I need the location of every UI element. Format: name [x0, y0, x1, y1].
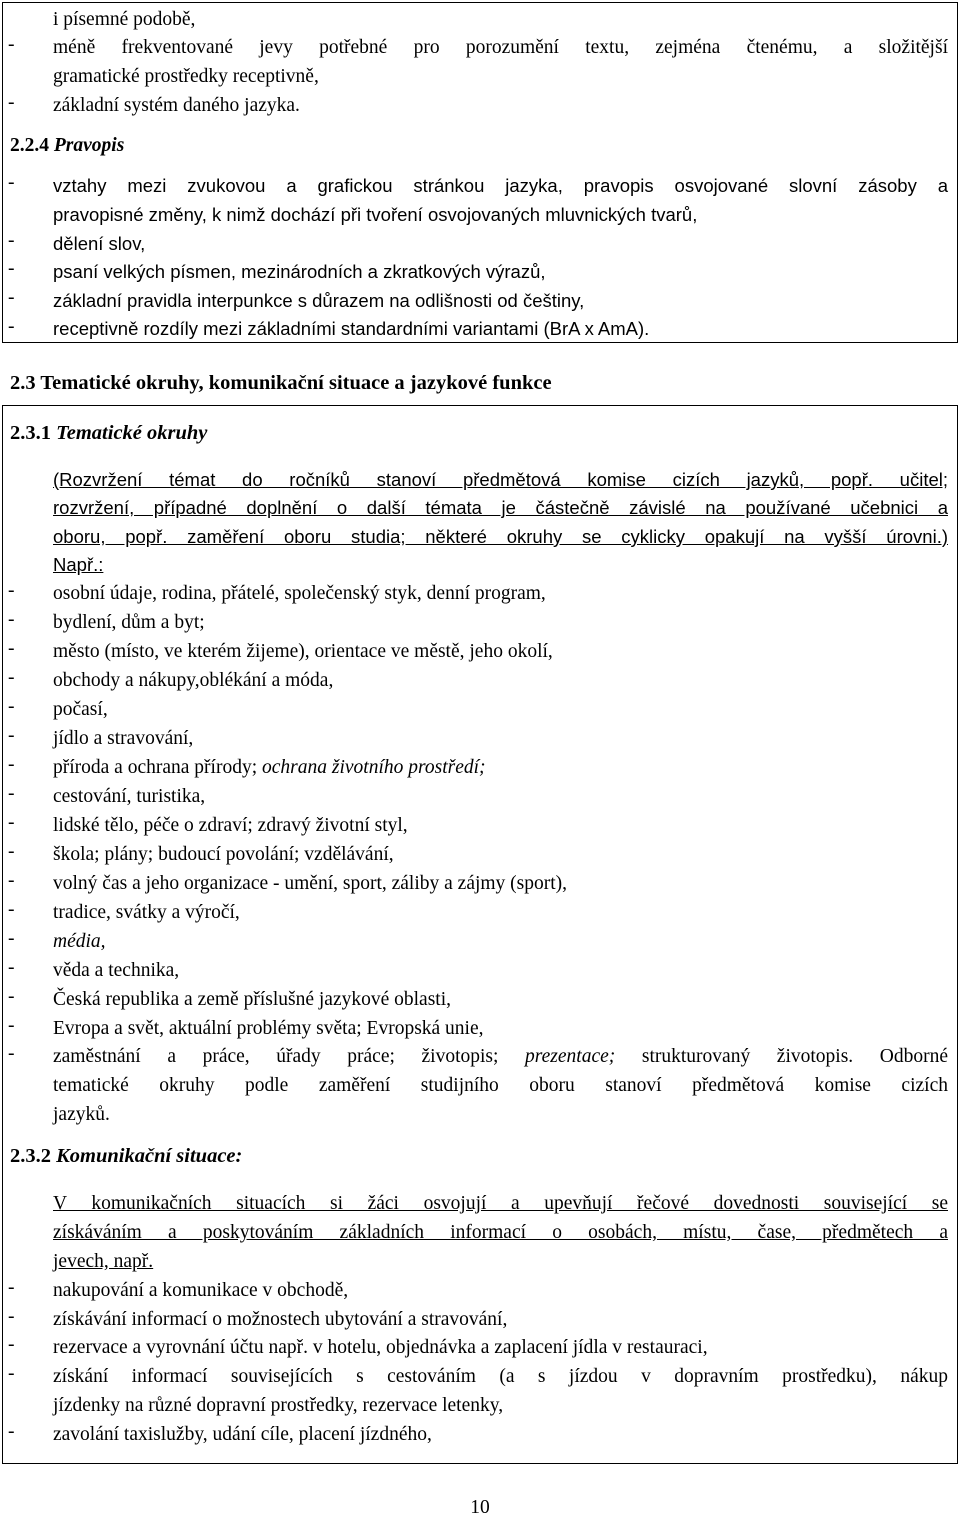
bullet-dash: -: [8, 696, 15, 717]
heading-title: Komunikační situace:: [56, 1145, 243, 1167]
bullet-dash: -: [8, 287, 15, 308]
list-item: lidské tělo, péče o zdraví; zdravý životní styl,: [53, 815, 408, 836]
list-item: tradice, svátky a výročí,: [53, 902, 240, 923]
list-item-emphasis: ochrana životního prostředí;: [262, 757, 486, 778]
bullet-dash: -: [8, 1363, 15, 1384]
page-number: 10: [470, 1497, 490, 1518]
list-item: rezervace a vyrovnání účtu např. v hotelu, objednávka a zaplacení jídla v restauraci,: [53, 1337, 708, 1358]
list-item: vztahy mezi zvukovou a grafickou stránkou jazyka, pravopis osvojované slovní zásoby a: [53, 175, 948, 196]
bullet-dash: -: [8, 1306, 15, 1327]
bullet-dash: -: [8, 899, 15, 920]
list-item: škola; plány; budoucí povolání; vzdělávání,: [53, 844, 394, 865]
bullet-dash: -: [8, 638, 15, 659]
bullet-dash: -: [8, 1015, 15, 1036]
note-line: oboru, popř. zaměření oboru studia; některé okruhy se cyklicky opakují na vyšší úrovni.): [53, 526, 948, 547]
list-item-text: zaměstnání a práce, úřady práce; životopis;: [53, 1046, 499, 1067]
section-heading: 2.3 Tematické okruhy, komunikační situace a jazykové funkce: [10, 372, 552, 394]
list-item: zavolání taxislužby, udání cíle, placení jízdného,: [53, 1424, 432, 1445]
intro-line: jevech, např.: [53, 1251, 154, 1272]
list-item: psaní velkých písmen, mezinárodních a zkratkových výrazů,: [53, 261, 546, 282]
bullet-dash: -: [8, 172, 15, 193]
heading-number: 2.3.2: [10, 1145, 51, 1167]
list-item-continuation: tematické okruhy podle zaměření studijního oboru stanoví předmětová komise cizích: [53, 1075, 948, 1096]
list-item: nakupování a komunikace v obchodě,: [53, 1280, 349, 1301]
list-item: počasí,: [53, 699, 108, 720]
text-line: základní systém daného jazyka.: [53, 95, 300, 116]
intro-line: získáváním a poskytováním základních informací o osobách, místu, čase, předmětech a: [53, 1222, 948, 1243]
list-item: jídlo a stravování,: [53, 728, 194, 749]
bullet-dash: -: [8, 870, 15, 891]
list-item: získání informací souvisejících s cestováním (a s jízdou v dopravním prostředku), nákup: [53, 1366, 948, 1387]
subsection-heading: [10, 132, 124, 160]
list-item: pravopisné změny, k nimž dochází při tvoření osvojovaných mluvnických tvarů,: [53, 204, 698, 225]
list-item-continuation: jazyků.: [53, 1104, 110, 1125]
bullet-dash: -: [8, 754, 15, 775]
text-line: méně frekventované jevy potřebné pro porozumění textu, zejména čtenému, a složitější: [53, 37, 948, 58]
bullet-dash: -: [8, 957, 15, 978]
list-item: cestování, turistika,: [53, 786, 206, 807]
bullet-dash: -: [8, 316, 15, 337]
heading-number: 2.2.4: [10, 135, 49, 156]
list-item: město (místo, ve kterém žijeme), orientace ve městě, jeho okolí,: [53, 641, 553, 662]
bullet-dash: -: [8, 230, 15, 251]
bullet-dash: -: [8, 812, 15, 833]
list-item-continuation: jízdenky na různé dopravní prostředky, rezervace letenky,: [53, 1395, 504, 1416]
bullet-dash: -: [8, 1277, 15, 1298]
bullet-dash: -: [8, 580, 15, 601]
list-item: obchody a nákupy,oblékání a móda,: [53, 670, 334, 691]
heading-number: 2.3.1: [10, 422, 51, 444]
list-item-text: příroda a ochrana přírody;: [53, 757, 258, 778]
bullet-dash: -: [8, 986, 15, 1007]
list-item: věda a technika,: [53, 960, 180, 981]
note-line: Např.:: [53, 554, 104, 575]
list-item: základní pravidla interpunkce s důrazem na odlišnosti od češtiny,: [53, 290, 585, 311]
bullet-dash: -: [8, 841, 15, 862]
list-item-text: strukturovaný životopis. Odborné: [641, 1046, 949, 1067]
bullet-dash: -: [8, 783, 15, 804]
heading-title: Tematické okruhy: [56, 422, 208, 444]
note-line: rozvržení, případné doplnění o další témata je částečně závislé na používané učebnici a: [53, 497, 948, 518]
note-line: (Rozvržení témat do ročníků stanoví předmětová komise cizích jazyků, popř. učitel;: [53, 469, 948, 490]
list-item: Evropa a svět, aktuální problémy světa; Evropská unie,: [53, 1018, 484, 1039]
list-item: získávání informací o možnostech ubytování a stravování,: [53, 1309, 508, 1330]
list-item: volný čas a jeho organizace - umění, sport, záliby a zájmy (sport),: [53, 873, 568, 894]
list-item: receptivně rozdíly mezi základními standardními variantami (BrA x AmA).: [53, 318, 650, 339]
list-item: [53, 1043, 948, 1071]
bullet-dash: -: [8, 1421, 15, 1442]
text-line: i písemné podobě,: [53, 9, 196, 30]
list-item-emphasis: prezentace;: [525, 1046, 616, 1067]
bullet-dash: -: [8, 258, 15, 279]
bullet-dash: -: [8, 34, 15, 55]
list-item: Česká republika a země příslušné jazykové oblasti,: [53, 989, 451, 1010]
list-item: média,: [53, 931, 106, 952]
bullet-dash: -: [8, 92, 15, 113]
bullet-dash: -: [8, 928, 15, 949]
intro-line: V komunikačních situacích si žáci osvojují a upevňují řečové dovednosti související se: [53, 1193, 948, 1214]
bullet-dash: -: [8, 1334, 15, 1355]
subsection-heading: [10, 419, 207, 447]
list-item: bydlení, dům a byt;: [53, 612, 205, 633]
text-line: gramatické prostředky receptivně,: [53, 66, 319, 87]
bullet-dash: -: [8, 1043, 15, 1064]
list-item: dělení slov,: [53, 233, 146, 254]
subsection-heading: [10, 1142, 242, 1170]
list-item: osobní údaje, rodina, přátelé, společenský styk, denní program,: [53, 583, 546, 604]
list-item: [53, 754, 486, 782]
bullet-dash: -: [8, 667, 15, 688]
heading-title: Pravopis: [53, 135, 125, 156]
bullet-dash: -: [8, 609, 15, 630]
bullet-dash: -: [8, 725, 15, 746]
